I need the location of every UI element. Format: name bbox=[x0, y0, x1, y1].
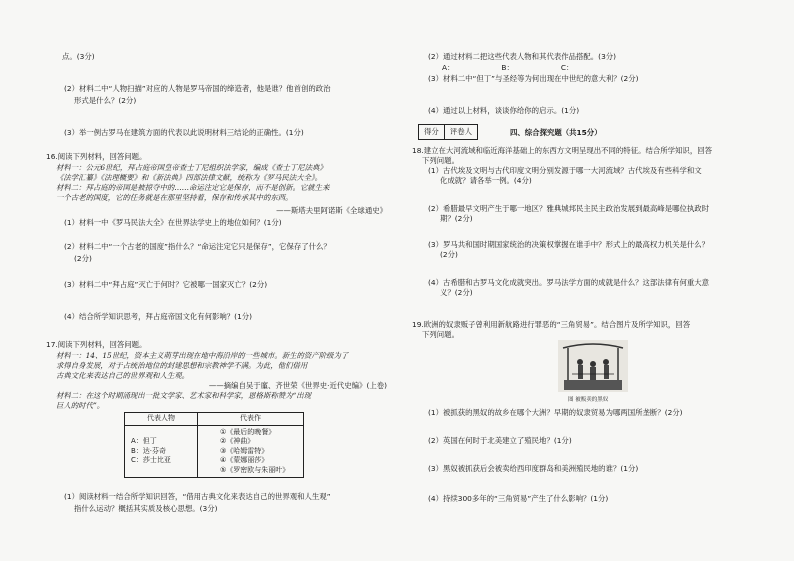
q16-source: ——斯塔夫里阿诺斯《全球通史》 bbox=[276, 206, 387, 215]
q16-material1-line2: 《法学汇纂》《法理概要》和《新法典》四部法律文献，统称为《罗马民法大全》。 bbox=[56, 173, 323, 182]
q17-2-line1: (2）通过材料二把这些代表人物和其代表作品搭配。(3分) bbox=[428, 52, 617, 61]
q16-material1-line1: 材料一：公元6世纪，拜占庭帝国皇帝查士丁尼组织法学家，编成《查士丁尼法典》 bbox=[56, 163, 327, 172]
work-4: ④《蒙娜丽莎》 bbox=[220, 456, 269, 464]
q17-material1-line2: 求得自身发展，对于占统治地位的封建思想和宗教神学不满。为此，他们借用 bbox=[56, 361, 308, 370]
table-header-people: 代表人物 bbox=[125, 413, 198, 426]
person-c: C：莎士比亚 bbox=[131, 456, 171, 464]
work-5: ⑤《罗密欧与朱丽叶》 bbox=[220, 465, 290, 474]
q16-material2-line1: 材料二：拜占庭的帝国是被掠夺中的……命运注定它是保存，而不是创新。它就生来 bbox=[56, 183, 330, 192]
people-cell bbox=[125, 425, 198, 478]
q16-material2-line2: 一个古老的国度，它的任务就是在那里坚持着，保存和传承其中的东西。 bbox=[56, 193, 293, 202]
q17-2-blanks: A： B： C： bbox=[442, 63, 574, 72]
person-a: A：但丁 bbox=[131, 437, 157, 445]
q15-3: (3）举一例古罗马在建筑方面的代表以此说明材料三结论的正确性。(1分) bbox=[64, 128, 304, 137]
section-title: 四、综合探究题（共15分） bbox=[510, 128, 602, 137]
q19-4: (4）持续300多年的“三角贸易”产生了什么影响？(1分) bbox=[428, 494, 609, 503]
q18-line1: 18.建立在大河流域和临近海洋基础上的东西方文明呈现出不同的特征。结合所学知识，回答 bbox=[412, 146, 712, 155]
q18-3-line2: (2分) bbox=[440, 250, 458, 259]
score-label: 得分 bbox=[419, 125, 445, 139]
work-1: ①《最后的晚餐》 bbox=[220, 427, 276, 436]
q18-1-line2: 化成就？请各举一例。(4分) bbox=[440, 176, 532, 185]
q19-line1: 19.欧洲的奴隶贩子曾利用新航路进行罪恶的“三角贸易”。结合图片及所学知识，回答 bbox=[412, 320, 691, 329]
q18-4-line1: (4）古希腊和古罗马文化成就突出。罗马法学方面的成就是什么？这部法律有何重大意 bbox=[428, 278, 710, 287]
q16-heading: 16.阅读下列材料，回答问题。 bbox=[46, 152, 147, 161]
q17-1-line1: (1）阅读材料一结合所学知识回答，“借用古典文化来表达自己的世界观和人生观” bbox=[64, 492, 331, 501]
q17-material2-line2: 巨人的时代”。 bbox=[56, 401, 105, 410]
work-3: ③《哈姆雷特》 bbox=[220, 446, 269, 455]
q15-2-line1: (2）材料二中“人物扫描”对应的人物是罗马帝国的缔造者，他是谁？他首创的政治 bbox=[64, 84, 331, 93]
q17-heading: 17.阅读下列材料，回答问题。 bbox=[46, 340, 147, 349]
representative-table bbox=[124, 412, 304, 478]
q15-2-line2: 形式是什么？(2分) bbox=[74, 96, 137, 105]
q19-2: (2）英国在何时于北美建立了殖民地？(1分) bbox=[428, 436, 572, 445]
q19-line2: 下列问题。 bbox=[422, 330, 459, 339]
q18-line2: 下列问题。 bbox=[422, 156, 459, 165]
q15-1-tail: 点。(3分) bbox=[62, 52, 95, 61]
q17-source: ——摘编自吴于廑、齐世荣《世界史·近代史编》(上卷) bbox=[208, 381, 387, 390]
figure-caption: 图 被贩卖的黑奴 bbox=[568, 397, 609, 403]
q17-material1-line3: 古典文化来表达自己的世界观和人生观。 bbox=[56, 371, 190, 380]
reviewer-label: 评卷人 bbox=[449, 127, 472, 136]
q18-2-line2: 期？(2分) bbox=[440, 214, 473, 223]
q17-1-line2: 指什么运动？概括其实质及核心思想。(3分) bbox=[74, 504, 218, 513]
table-header-works: 代表作 bbox=[198, 413, 304, 426]
q18-1-line1: (1）古代埃及文明与古代印度文明分别发源于哪一大河流域？古代埃及有些科学和文 bbox=[428, 166, 702, 175]
q16-4: (4）结合所学知识思考，拜占庭帝国文化有何影响？(1分) bbox=[64, 312, 253, 321]
person-b: B：达·芬奇 bbox=[131, 446, 167, 455]
q17-3: (3）材料二中“但丁”与圣经等为何出现在中世纪的意大利？(2分) bbox=[428, 74, 639, 83]
work-2: ②《神曲》 bbox=[220, 437, 255, 445]
q16-1: (1）材料一中《罗马民法大全》在世界法学史上的地位如何？(1分) bbox=[64, 218, 282, 227]
q16-3: (3）材料二中“拜占庭”灭亡于何时？它被哪一国家灭亡？(2分) bbox=[64, 280, 268, 289]
score-box bbox=[418, 124, 478, 140]
q18-2-line1: (2）希腊最早文明产生于哪一地区？雅典城邦民主民主政治发展到最高峰是哪位执政时 bbox=[428, 204, 710, 213]
q17-material1-line1: 材料一：14、15世纪，资本主义萌芽出现在地中海沿岸的一些城市。新生的资产阶级为了 bbox=[56, 351, 349, 360]
q16-2-line2: (2分) bbox=[74, 254, 92, 263]
works-cell bbox=[198, 425, 304, 478]
q19-1: (1）被抓获的黑奴的故乡在哪个大洲？早期的奴隶贸易为哪两国所垄断？(2分) bbox=[428, 408, 683, 417]
slave-trade-illustration bbox=[558, 340, 628, 392]
q17-material2-line1: 材料二：在这个时期涌现出一批文学家、艺术家和科学家，恩格斯称赞为“出现 bbox=[56, 391, 312, 400]
q19-3: (3）黑奴被抓获后会被卖给西印度群岛和美洲殖民地的谁？(1分) bbox=[428, 464, 639, 473]
q18-3-line1: (3）罗马共和国时期国家统治的决策权掌握在谁手中？形式上的最高权力机关是什么？ bbox=[428, 240, 710, 249]
q18-4-line2: 义？(2分) bbox=[440, 288, 473, 297]
q17-4: (4）通过以上材料，谈谈你给你的启示。(1分) bbox=[428, 106, 580, 115]
q16-2-line1: (2）材料二中“一个古老的国度”指什么？“命运注定它只是保存”，它保存了什么？ bbox=[64, 242, 331, 251]
